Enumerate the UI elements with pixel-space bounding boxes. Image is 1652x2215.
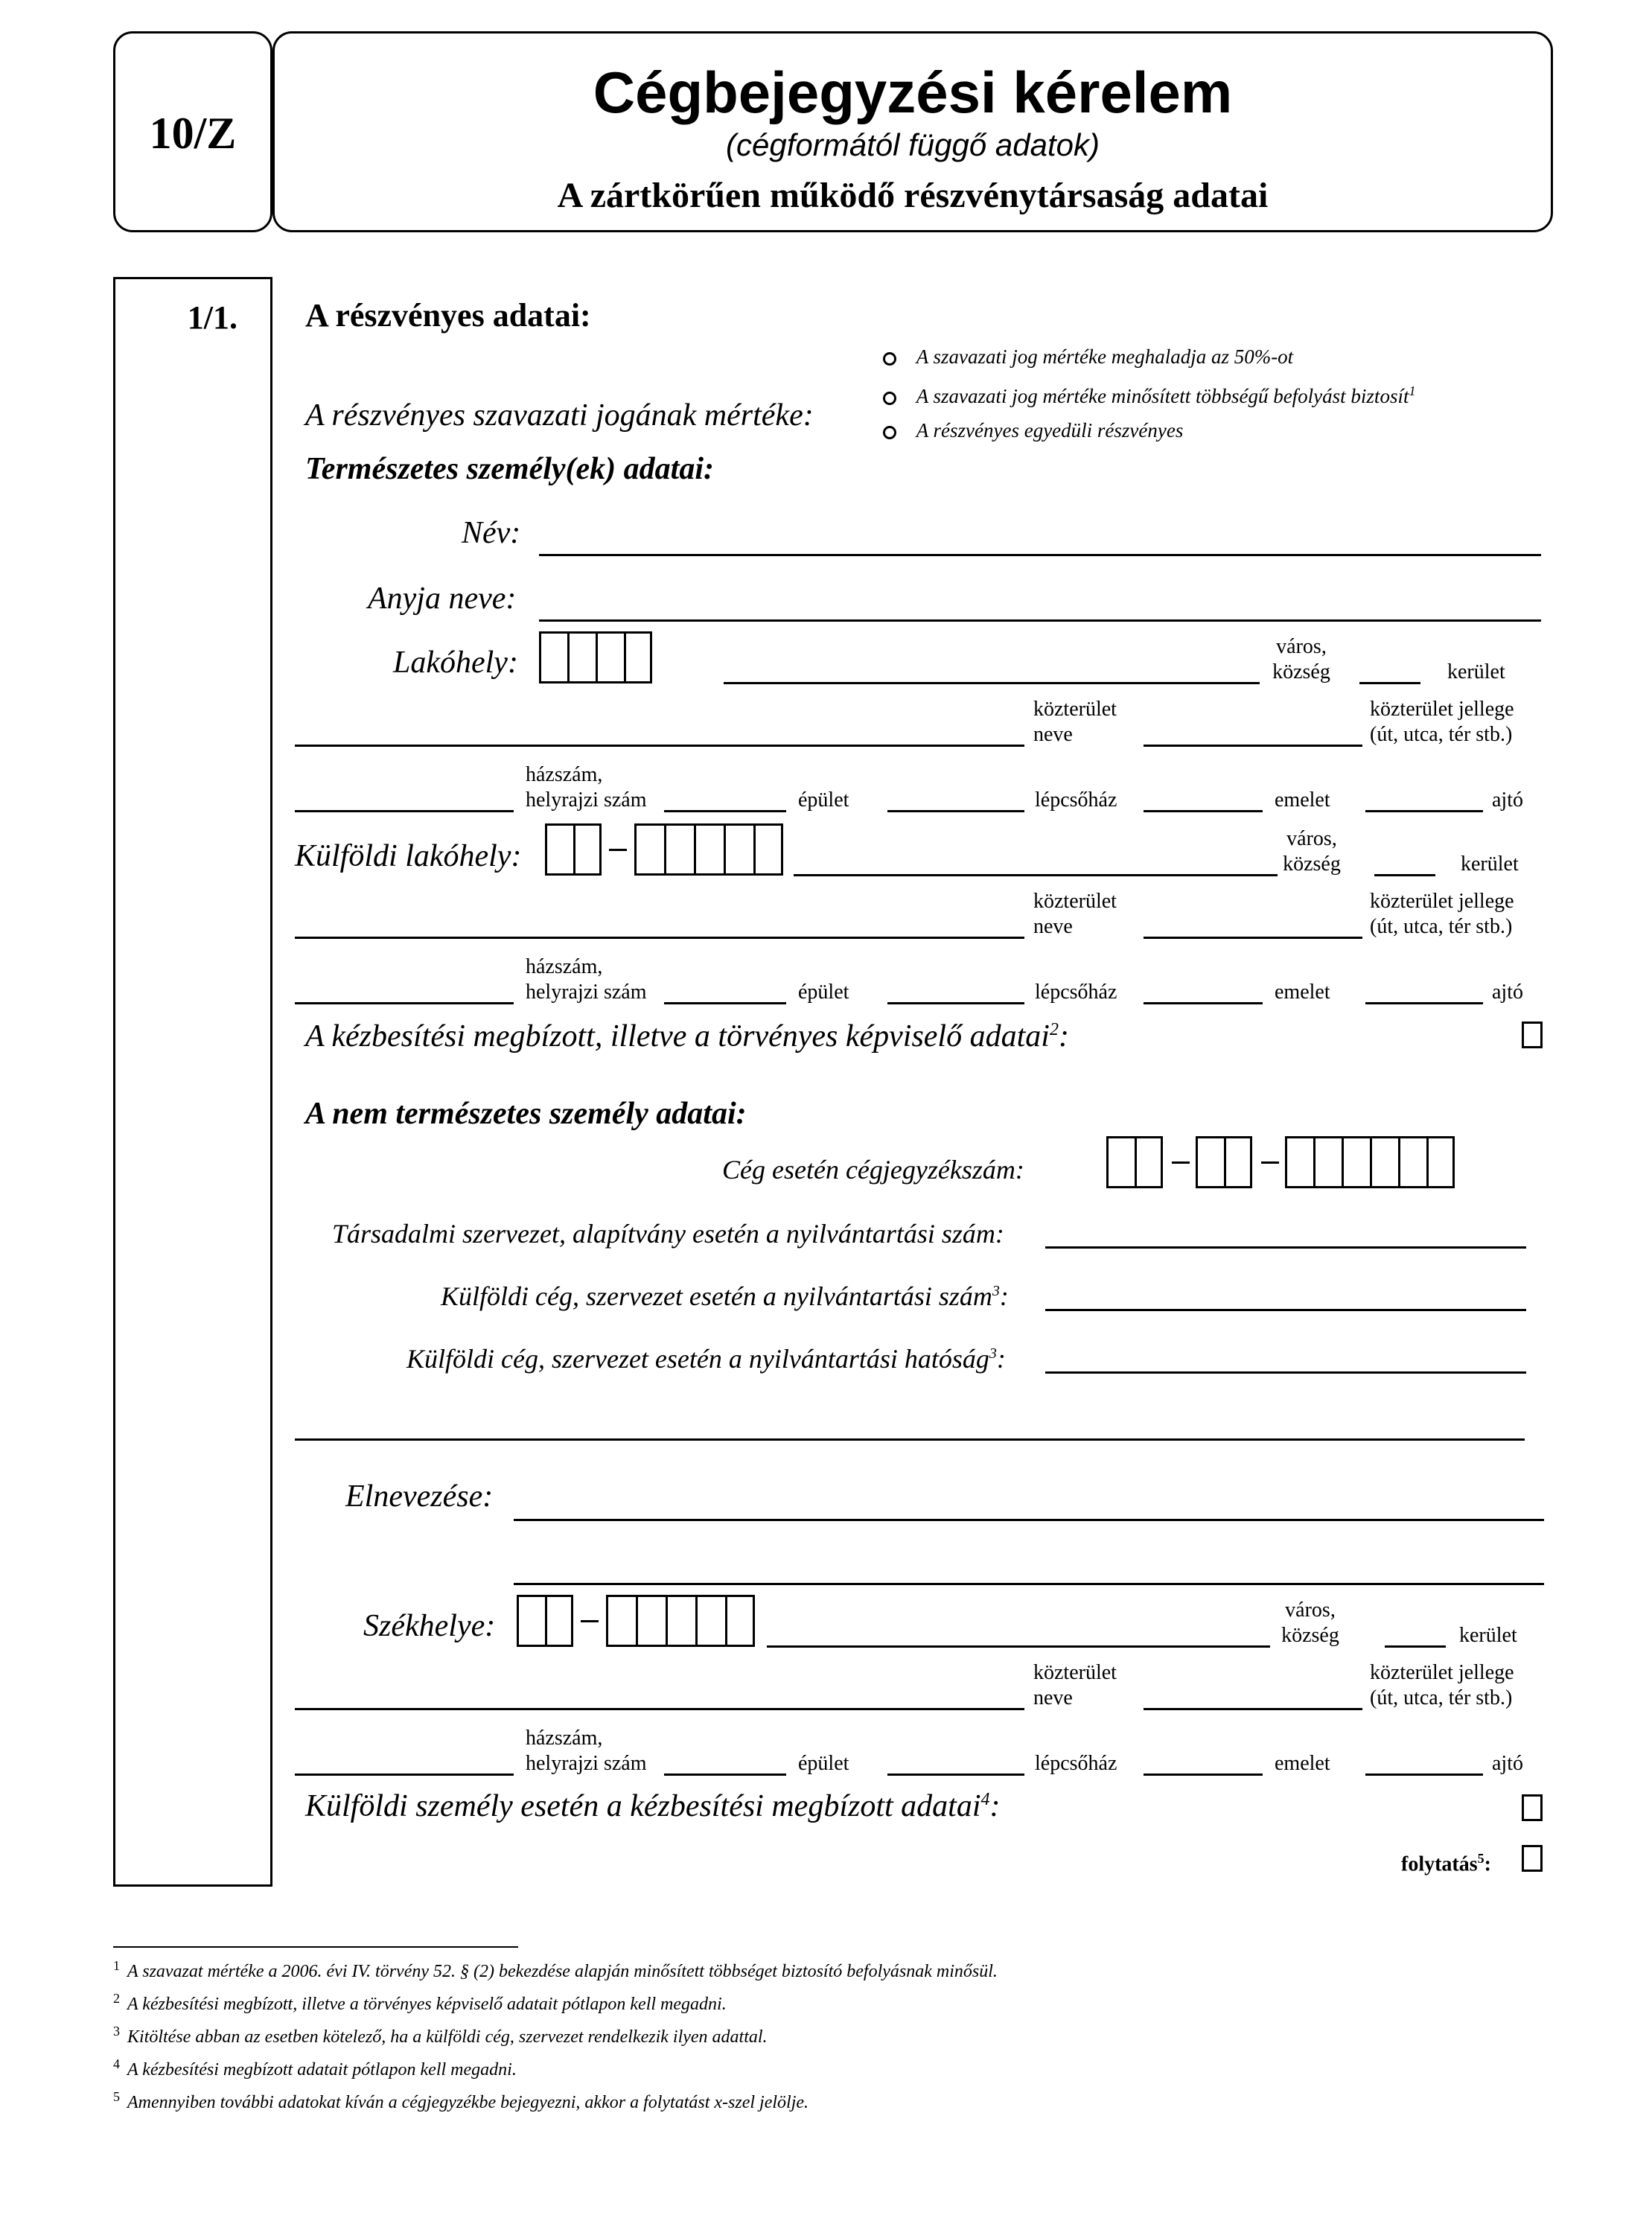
foreign-staircase-label: lépcsőház [1035,981,1117,1004]
seat-floor-field[interactable] [1144,1773,1263,1776]
floor-label: emelet [1275,788,1330,812]
delivery-agent-checkbox[interactable] [1522,1022,1543,1048]
voting-option-3[interactable]: A részvényes egyedüli részvényes [883,413,1415,447]
house-number-label: házszám, helyrajzi szám [526,763,647,812]
foreign-reg-number-field[interactable] [1045,1309,1526,1311]
dash-separator [609,849,627,851]
dash-separator [581,1620,599,1622]
page-heading: A zártkörűen működő részvénytársaság adatai [557,176,1269,215]
footnote-1: $^1$ A szavazat mértéke a 2006. évi IV. törvény 52. § (2) bekezdése alapján minősített többséget biztosító befolyásnak minősül. [113,1958,998,1981]
seat-city-field[interactable] [767,1645,1270,1648]
seat-district-field[interactable] [1385,1645,1446,1648]
section-number-column [113,277,272,1887]
footnote-separator [113,1946,518,1948]
form-code-box [113,31,272,232]
page-subtitle: (cégformától függő adatok) [726,127,1100,162]
foreign-delivery-label: Külföldi személy esetén a kézbesítési megbízott adatai$^4$: [305,1789,1001,1823]
seat-door-label: ajtó [1492,1752,1523,1775]
seat-building-field[interactable] [664,1773,786,1776]
foreign-residence-label: Külföldi lakóhely: [295,839,522,873]
foreign-city-field[interactable] [794,874,1278,876]
foreign-reg-authority-field[interactable] [1045,1371,1526,1374]
seat-staircase-label: lépcsőház [1035,1752,1117,1775]
foreign-street-name-label: közterület neve [1033,890,1117,938]
foreign-floor-label: emelet [1275,981,1330,1004]
postal-code-cells[interactable] [539,631,652,683]
radio-icon[interactable] [883,426,896,439]
footnote-3: $^3$ Kitöltése abban az esetben kötelező, ha a külföldi cég, szervezet rendelkezik ilyen adattal. [113,2024,768,2047]
designation-field-2[interactable] [514,1583,1544,1585]
social-org-label: Társadalmi szervezet, alapítvány esetén a nyilvántartási szám: [332,1219,1004,1249]
seat-street-type-label: közterület jellege (út, utca, tér stb.) [1370,1661,1514,1709]
radio-icon[interactable] [883,392,896,405]
designation-label: Elnevezése: [345,1479,494,1514]
page-title: Cégbejegyzési kérelem [593,60,1233,125]
form-code: 10/Z [149,109,237,158]
dash-separator [1261,1161,1279,1164]
non-natural-title: A nem természetes személy adatai: [305,1097,747,1131]
seat-label: Székhelye: [363,1609,496,1643]
foreign-city-label: város, község [1283,827,1341,876]
seat-city-label: város, község [1281,1599,1339,1647]
continuation-checkbox[interactable] [1522,1845,1543,1872]
company-reg-label: Cég esetén cégjegyzékszám: [722,1155,1024,1185]
staircase-field[interactable] [887,810,1024,812]
seat-door-field[interactable] [1365,1773,1483,1776]
building-field[interactable] [664,810,786,812]
mother-name-field[interactable] [539,619,1541,622]
seat-district-label: kerület [1459,1624,1517,1647]
name-field[interactable] [539,554,1541,556]
door-label: ajtó [1492,788,1523,812]
social-org-field[interactable] [1045,1246,1526,1249]
voting-option-2[interactable]: A szavazati jog mértéke minősített többségű befolyást biztosít$^1$ [883,374,1415,413]
radio-icon[interactable] [883,352,896,366]
foreign-floor-field[interactable] [1144,1002,1263,1004]
foreign-street-name-field[interactable] [295,937,1024,939]
street-type-field[interactable] [1144,745,1362,747]
foreign-building-label: épület [798,981,849,1004]
foreign-door-label: ajtó [1492,981,1523,1004]
foreign-district-label: kerület [1461,852,1519,876]
foreign-street-type-field[interactable] [1144,937,1362,939]
footnote-2: $^2$ A kézbesítési megbízott, illetve a törvényes képviselő adatait pótlapon kell megadni. [113,1991,727,2014]
seat-house-number-field[interactable] [295,1773,514,1776]
footnote-4: $^4$ A kézbesítési megbízott adatait pótlapon kell megadni. [113,2056,517,2079]
title-box [272,31,1553,232]
seat-house-number-label: házszám, helyrajzi szám [526,1727,647,1775]
seat-staircase-field[interactable] [887,1773,1024,1776]
city-label: város, község [1272,635,1330,683]
staircase-label: lépcsőház [1035,788,1117,812]
designation-field[interactable] [514,1519,1544,1521]
delivery-agent-label: A kézbesítési megbízott, illetve a törvényes képviselő adatai$^2$: [305,1019,1069,1054]
residence-label: Lakóhely: [393,646,518,680]
building-label: épület [798,788,849,812]
door-field[interactable] [1365,810,1483,812]
foreign-reg-number-label: Külföldi cég, szervezet esetén a nyilvántartási szám$^3$: [441,1281,1009,1311]
reg-number-cells[interactable] [1285,1136,1455,1188]
foreign-reg-authority-field-2[interactable] [295,1438,1525,1441]
seat-country-cells[interactable] [517,1595,573,1647]
reg-form-cells[interactable] [1196,1136,1252,1188]
district-label: kerület [1447,660,1505,683]
seat-postal-cells[interactable] [606,1595,755,1647]
foreign-street-type-label: közterület jellege (út, utca, tér stb.) [1370,890,1514,938]
foreign-country-cells[interactable] [545,823,602,876]
foreign-house-number-label: házszám, helyrajzi szám [526,955,647,1004]
street-name-field[interactable] [295,745,1024,747]
natural-person-title: Természetes személy(ek) adatai: [305,452,714,486]
seat-street-type-field[interactable] [1144,1708,1362,1710]
section-title: A részvényes adatai: [305,297,591,334]
voting-option-1[interactable]: A szavazati jog mértéke meghaladja az 50%-ot [883,340,1415,374]
voting-options [883,340,1415,447]
street-name-label: közterület neve [1033,698,1117,746]
section-number: 1/1. [187,299,237,336]
name-label: Név: [462,516,521,550]
reg-court-cells[interactable] [1106,1136,1163,1188]
footnote-5: $^5$ Amennyiben további adatokat kíván a cégjegyzékbe bejegyezni, akkor a folytatást x-szel jelölje. [113,2089,809,2112]
footnote-ref: 1 [1409,383,1416,398]
street-type-label: közterület jellege (út, utca, tér stb.) [1370,698,1514,746]
foreign-reg-authority-label: Külföldi cég, szervezet esetén a nyilvántartási hatóság$^3$: [406,1344,1006,1374]
district-field[interactable] [1359,682,1420,684]
foreign-staircase-field[interactable] [887,1002,1024,1004]
dash-separator [1172,1161,1190,1164]
seat-floor-label: emelet [1275,1752,1330,1775]
house-number-field[interactable] [295,810,514,812]
seat-building-label: épület [798,1752,849,1775]
foreign-postal-cells[interactable] [634,823,783,876]
foreign-district-field[interactable] [1374,874,1435,876]
foreign-delivery-checkbox[interactable] [1522,1794,1543,1821]
foreign-building-field[interactable] [664,1002,786,1004]
city-field[interactable] [724,682,1260,684]
mother-name-label: Anyja neve: [368,581,517,616]
floor-field[interactable] [1144,810,1263,812]
seat-street-name-field[interactable] [295,1708,1024,1710]
voting-label: A részvényes szavazati jogának mértéke: [305,398,814,433]
foreign-door-field[interactable] [1365,1002,1483,1004]
foreign-house-number-field[interactable] [295,1002,514,1004]
seat-street-name-label: közterület neve [1033,1661,1117,1709]
continuation-label: folytatás$^5$: [1401,1851,1491,1876]
